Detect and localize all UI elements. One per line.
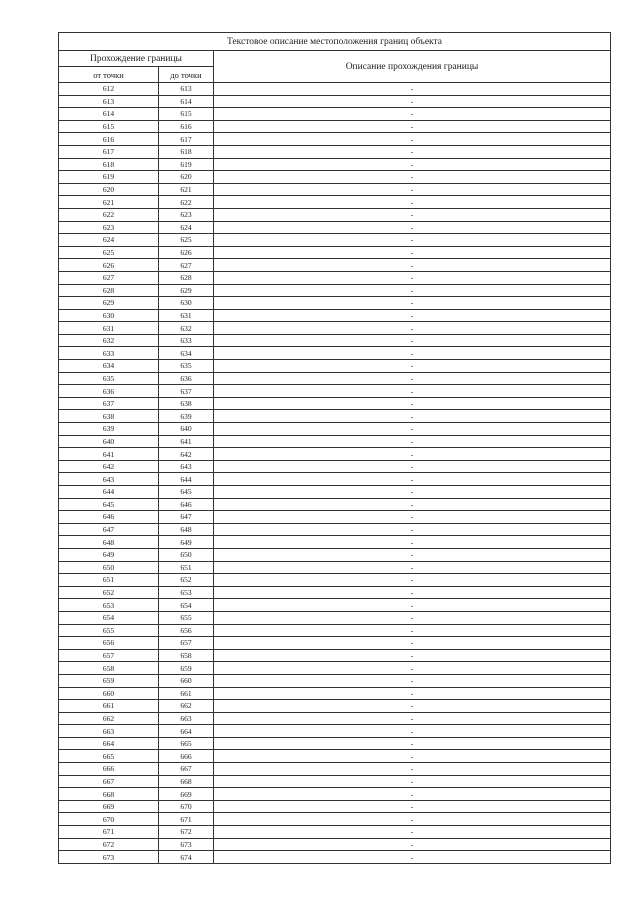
boundary-table [58, 32, 611, 864]
table-row [59, 334, 611, 347]
description-cell: - [214, 385, 611, 398]
from-point-cell: 645 [59, 498, 159, 511]
to-point-cell: 656 [159, 624, 214, 637]
description-cell: - [214, 511, 611, 524]
table-row [59, 259, 611, 272]
description-cell: - [214, 637, 611, 650]
table-row [59, 813, 611, 826]
table-header [59, 33, 611, 83]
to-point-cell: 674 [159, 851, 214, 864]
from-point-cell: 626 [59, 259, 159, 272]
from-point-cell: 625 [59, 246, 159, 259]
table-row [59, 737, 611, 750]
description-cell: - [214, 662, 611, 675]
description-cell: - [214, 322, 611, 335]
to-point-cell: 665 [159, 737, 214, 750]
description-cell: - [214, 208, 611, 221]
to-point-cell: 633 [159, 334, 214, 347]
from-point-cell: 627 [59, 271, 159, 284]
description-cell: - [214, 750, 611, 763]
from-point-cell: 622 [59, 208, 159, 221]
from-point-cell: 641 [59, 448, 159, 461]
description-cell: - [214, 561, 611, 574]
table-row [59, 611, 611, 624]
table-row [59, 548, 611, 561]
table-row [59, 700, 611, 713]
to-point-header: до точки [159, 67, 214, 83]
table-row [59, 271, 611, 284]
table-row [59, 83, 611, 96]
description-cell: - [214, 460, 611, 473]
from-point-cell: 637 [59, 397, 159, 410]
boundary-description-sheet [58, 32, 611, 864]
table-row [59, 473, 611, 486]
description-cell: - [214, 788, 611, 801]
table-row [59, 171, 611, 184]
table-row [59, 347, 611, 360]
table-row [59, 674, 611, 687]
table-row [59, 498, 611, 511]
to-point-cell: 650 [159, 548, 214, 561]
from-point-cell: 644 [59, 486, 159, 499]
description-cell: - [214, 486, 611, 499]
to-point-cell: 635 [159, 360, 214, 373]
description-cell: - [214, 624, 611, 637]
to-point-cell: 669 [159, 788, 214, 801]
from-point-cell: 671 [59, 826, 159, 839]
table-row [59, 511, 611, 524]
table-row [59, 763, 611, 776]
from-point-cell: 663 [59, 725, 159, 738]
from-point-cell: 618 [59, 158, 159, 171]
description-cell: - [214, 838, 611, 851]
table-row [59, 133, 611, 146]
table-row [59, 775, 611, 788]
description-cell: - [214, 397, 611, 410]
description-cell: - [214, 674, 611, 687]
description-cell: - [214, 297, 611, 310]
to-point-cell: 667 [159, 763, 214, 776]
table-row [59, 284, 611, 297]
to-point-cell: 623 [159, 208, 214, 221]
table-row [59, 460, 611, 473]
table-row [59, 108, 611, 121]
to-point-cell: 642 [159, 448, 214, 461]
to-point-cell: 615 [159, 108, 214, 121]
description-cell: - [214, 599, 611, 612]
from-point-cell: 655 [59, 624, 159, 637]
from-point-cell: 615 [59, 120, 159, 133]
from-point-cell: 613 [59, 95, 159, 108]
table-row [59, 586, 611, 599]
table-row [59, 725, 611, 738]
table-row [59, 712, 611, 725]
to-point-cell: 625 [159, 234, 214, 247]
from-point-cell: 639 [59, 423, 159, 436]
description-cell: - [214, 183, 611, 196]
from-point-cell: 647 [59, 523, 159, 536]
to-point-cell: 644 [159, 473, 214, 486]
to-point-cell: 657 [159, 637, 214, 650]
to-point-cell: 634 [159, 347, 214, 360]
description-header: Описание прохождения границы [214, 51, 611, 83]
from-point-cell: 640 [59, 435, 159, 448]
table-row [59, 486, 611, 499]
from-point-cell: 654 [59, 611, 159, 624]
description-cell: - [214, 158, 611, 171]
table-row [59, 662, 611, 675]
table-row [59, 120, 611, 133]
table-row [59, 826, 611, 839]
from-point-cell: 628 [59, 284, 159, 297]
to-point-cell: 629 [159, 284, 214, 297]
to-point-cell: 614 [159, 95, 214, 108]
to-point-cell: 651 [159, 561, 214, 574]
table-row [59, 800, 611, 813]
to-point-cell: 645 [159, 486, 214, 499]
from-point-cell: 666 [59, 763, 159, 776]
from-point-cell: 617 [59, 145, 159, 158]
description-cell: - [214, 687, 611, 700]
to-point-cell: 639 [159, 410, 214, 423]
description-cell: - [214, 284, 611, 297]
table-row [59, 234, 611, 247]
table-row [59, 687, 611, 700]
to-point-cell: 670 [159, 800, 214, 813]
from-point-cell: 614 [59, 108, 159, 121]
to-point-cell: 616 [159, 120, 214, 133]
from-point-cell: 620 [59, 183, 159, 196]
table-row [59, 624, 611, 637]
table-row [59, 448, 611, 461]
description-cell: - [214, 448, 611, 461]
from-point-cell: 631 [59, 322, 159, 335]
description-cell: - [214, 523, 611, 536]
table-row [59, 435, 611, 448]
to-point-cell: 646 [159, 498, 214, 511]
from-point-header: от точки [59, 67, 159, 83]
from-point-cell: 665 [59, 750, 159, 763]
description-cell: - [214, 133, 611, 146]
table-row [59, 851, 611, 864]
description-cell: - [214, 171, 611, 184]
to-point-cell: 653 [159, 586, 214, 599]
table-row [59, 208, 611, 221]
description-cell: - [214, 271, 611, 284]
description-cell: - [214, 725, 611, 738]
description-cell: - [214, 423, 611, 436]
from-point-cell: 652 [59, 586, 159, 599]
to-point-cell: 648 [159, 523, 214, 536]
table-title: Текстовое описание местоположения границ объекта [59, 33, 611, 51]
description-cell: - [214, 586, 611, 599]
to-point-cell: 631 [159, 309, 214, 322]
to-point-cell: 613 [159, 83, 214, 96]
description-cell: - [214, 536, 611, 549]
from-point-cell: 642 [59, 460, 159, 473]
table-row [59, 95, 611, 108]
from-point-cell: 661 [59, 700, 159, 713]
description-cell: - [214, 334, 611, 347]
to-point-cell: 630 [159, 297, 214, 310]
from-point-cell: 630 [59, 309, 159, 322]
to-point-cell: 626 [159, 246, 214, 259]
from-point-cell: 672 [59, 838, 159, 851]
to-point-cell: 652 [159, 574, 214, 587]
to-point-cell: 632 [159, 322, 214, 335]
description-cell: - [214, 649, 611, 662]
description-cell: - [214, 763, 611, 776]
from-point-cell: 612 [59, 83, 159, 96]
description-cell: - [214, 221, 611, 234]
description-cell: - [214, 498, 611, 511]
table-row [59, 196, 611, 209]
to-point-cell: 637 [159, 385, 214, 398]
table-row [59, 750, 611, 763]
to-point-cell: 658 [159, 649, 214, 662]
to-point-cell: 671 [159, 813, 214, 826]
to-point-cell: 643 [159, 460, 214, 473]
to-point-cell: 641 [159, 435, 214, 448]
to-point-cell: 619 [159, 158, 214, 171]
from-point-cell: 670 [59, 813, 159, 826]
table-row [59, 410, 611, 423]
from-point-cell: 633 [59, 347, 159, 360]
description-cell: - [214, 737, 611, 750]
from-point-cell: 650 [59, 561, 159, 574]
to-point-cell: 647 [159, 511, 214, 524]
to-point-cell: 627 [159, 259, 214, 272]
table-row [59, 360, 611, 373]
from-point-cell: 621 [59, 196, 159, 209]
from-point-cell: 643 [59, 473, 159, 486]
description-cell: - [214, 775, 611, 788]
to-point-cell: 668 [159, 775, 214, 788]
from-point-cell: 646 [59, 511, 159, 524]
to-point-cell: 672 [159, 826, 214, 839]
to-point-cell: 640 [159, 423, 214, 436]
table-row [59, 372, 611, 385]
from-point-cell: 659 [59, 674, 159, 687]
description-cell: - [214, 473, 611, 486]
description-cell: - [214, 372, 611, 385]
description-cell: - [214, 347, 611, 360]
to-point-cell: 661 [159, 687, 214, 700]
to-point-cell: 662 [159, 700, 214, 713]
to-point-cell: 617 [159, 133, 214, 146]
from-point-cell: 664 [59, 737, 159, 750]
to-point-cell: 622 [159, 196, 214, 209]
description-cell: - [214, 196, 611, 209]
boundary-passage-header: Прохождение границы [59, 51, 214, 67]
table-row [59, 536, 611, 549]
description-cell: - [214, 360, 611, 373]
from-point-cell: 669 [59, 800, 159, 813]
table-row [59, 788, 611, 801]
from-point-cell: 635 [59, 372, 159, 385]
description-cell: - [214, 95, 611, 108]
table-row [59, 297, 611, 310]
table-row [59, 145, 611, 158]
to-point-cell: 649 [159, 536, 214, 549]
description-cell: - [214, 611, 611, 624]
from-point-cell: 619 [59, 171, 159, 184]
table-row [59, 183, 611, 196]
description-cell: - [214, 712, 611, 725]
to-point-cell: 673 [159, 838, 214, 851]
table-body [59, 83, 611, 864]
table-row [59, 523, 611, 536]
description-cell: - [214, 108, 611, 121]
table-row [59, 838, 611, 851]
table-row [59, 637, 611, 650]
description-cell: - [214, 813, 611, 826]
from-point-cell: 673 [59, 851, 159, 864]
description-cell: - [214, 851, 611, 864]
table-row [59, 397, 611, 410]
description-cell: - [214, 700, 611, 713]
to-point-cell: 654 [159, 599, 214, 612]
table-row [59, 221, 611, 234]
to-point-cell: 666 [159, 750, 214, 763]
description-cell: - [214, 410, 611, 423]
table-row [59, 309, 611, 322]
table-row [59, 322, 611, 335]
from-point-cell: 624 [59, 234, 159, 247]
description-cell: - [214, 574, 611, 587]
from-point-cell: 638 [59, 410, 159, 423]
table-row [59, 158, 611, 171]
from-point-cell: 651 [59, 574, 159, 587]
to-point-cell: 621 [159, 183, 214, 196]
to-point-cell: 628 [159, 271, 214, 284]
to-point-cell: 664 [159, 725, 214, 738]
to-point-cell: 655 [159, 611, 214, 624]
from-point-cell: 668 [59, 788, 159, 801]
description-cell: - [214, 234, 611, 247]
from-point-cell: 653 [59, 599, 159, 612]
from-point-cell: 634 [59, 360, 159, 373]
from-point-cell: 616 [59, 133, 159, 146]
table-row [59, 649, 611, 662]
description-cell: - [214, 83, 611, 96]
table-row [59, 599, 611, 612]
description-cell: - [214, 800, 611, 813]
from-point-cell: 636 [59, 385, 159, 398]
to-point-cell: 659 [159, 662, 214, 675]
from-point-cell: 667 [59, 775, 159, 788]
description-cell: - [214, 120, 611, 133]
table-row [59, 246, 611, 259]
from-point-cell: 629 [59, 297, 159, 310]
from-point-cell: 657 [59, 649, 159, 662]
description-cell: - [214, 246, 611, 259]
description-cell: - [214, 259, 611, 272]
description-cell: - [214, 435, 611, 448]
table-row [59, 385, 611, 398]
from-point-cell: 660 [59, 687, 159, 700]
from-point-cell: 656 [59, 637, 159, 650]
from-point-cell: 632 [59, 334, 159, 347]
from-point-cell: 623 [59, 221, 159, 234]
to-point-cell: 620 [159, 171, 214, 184]
from-point-cell: 648 [59, 536, 159, 549]
to-point-cell: 660 [159, 674, 214, 687]
table-row [59, 574, 611, 587]
description-cell: - [214, 826, 611, 839]
to-point-cell: 638 [159, 397, 214, 410]
description-cell: - [214, 309, 611, 322]
description-cell: - [214, 145, 611, 158]
from-point-cell: 662 [59, 712, 159, 725]
from-point-cell: 649 [59, 548, 159, 561]
table-row [59, 561, 611, 574]
to-point-cell: 624 [159, 221, 214, 234]
from-point-cell: 658 [59, 662, 159, 675]
description-cell: - [214, 548, 611, 561]
table-row [59, 423, 611, 436]
to-point-cell: 618 [159, 145, 214, 158]
to-point-cell: 636 [159, 372, 214, 385]
to-point-cell: 663 [159, 712, 214, 725]
